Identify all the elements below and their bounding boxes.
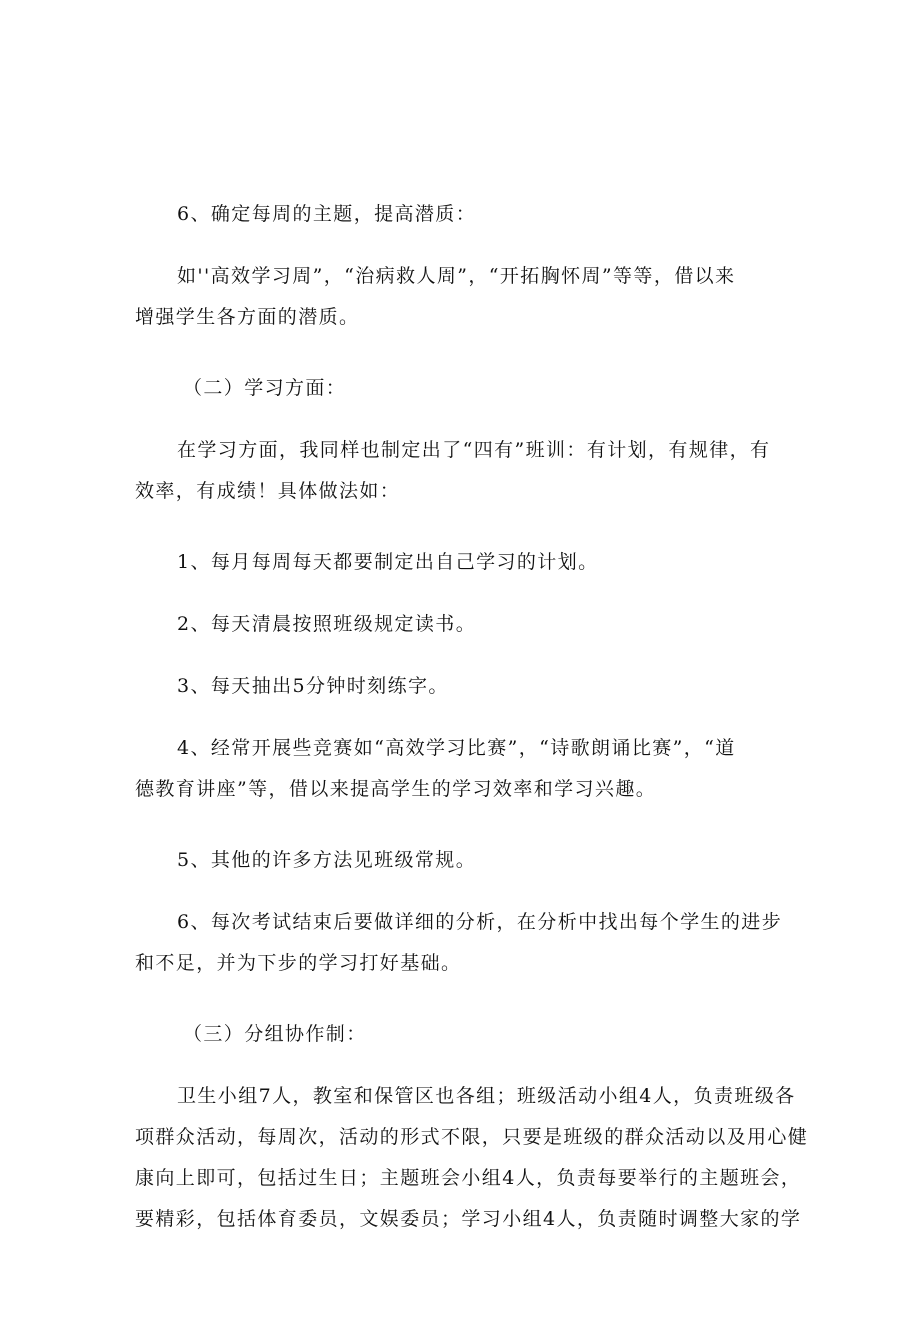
text-line: 如''高效学习周”，“治病救人周”，“开拓胸怀周”等等，借以来	[177, 265, 736, 287]
text-line: 要精彩，包括体育委员，文娱委员；学习小组4人，负责随时调整大家的学	[135, 1208, 802, 1230]
text-line: 效率，有成绩！具体做法如：	[135, 480, 401, 502]
text-line: 卫生小组7人，教室和保管区也各组；班级活动小组4人，负责班级各	[177, 1085, 796, 1107]
text-line: 1、每月每周每天都要制定出自己学习的计划。	[177, 551, 599, 573]
text-line: （三）分组协作制：	[183, 1023, 367, 1045]
text-line: 5、其他的许多方法见班级常规。	[177, 849, 477, 871]
text-line: 增强学生各方面的潜质。	[135, 306, 360, 328]
text-line: 德教育讲座”等，借以来提高学生的学习效率和学习兴趣。	[135, 778, 657, 800]
text-line: 2、每天清晨按照班级规定读书。	[177, 613, 477, 635]
text-line: （二）学习方面：	[183, 377, 347, 399]
text-line: 4、经常开展些竞赛如“高效学习比赛”，“诗歌朗诵比赛”，“道	[177, 737, 736, 759]
text-line: 和不足，并为下步的学习打好基础。	[135, 952, 462, 974]
text-line: 6、确定每周的主题，提高潜质：	[177, 203, 477, 225]
text-line: 在学习方面，我同样也制定出了“四有”班训：有计划，有规律，有	[177, 439, 771, 461]
text-line: 康向上即可，包括过生日；主题班会小组4人，负责每要举行的主题班会，	[135, 1167, 802, 1189]
text-line: 6、每次考试结束后要做详细的分析，在分析中找出每个学生的进步	[177, 911, 783, 933]
text-line: 3、每天抽出5分钟时刻练字。	[177, 675, 449, 697]
paragraph-groups-cont-3	[135, 1117, 809, 1322]
text-line: 项群众活动，每周次，活动的形式不限，只要是班级的群众活动以及用心健	[135, 1126, 809, 1148]
